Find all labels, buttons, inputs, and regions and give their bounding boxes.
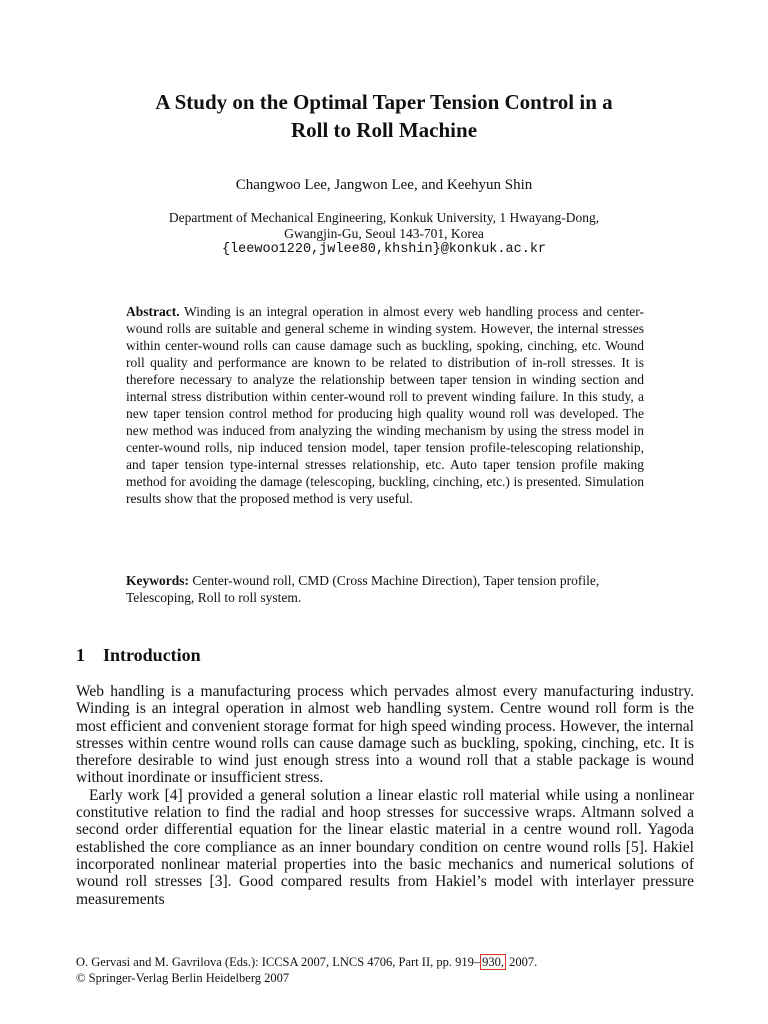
author-emails: {leewoo1220,jwlee80,khshin}@konkuk.ac.kr [221,242,547,257]
footer-copyright: © Springer-Verlag Berlin Heidelberg 2007 [76,971,290,985]
abstract [126,303,644,507]
title-line-2: Roll to Roll Machine [290,118,478,142]
body-text [76,683,694,908]
section-heading [76,644,696,666]
footer-citation-suffix: 2007. [506,955,538,969]
page-end-link[interactable]: 930, [482,955,505,969]
keywords-text: Center-wound roll, CMD (Cross Machine Direction), Taper tension profile, Telescoping, Roll to roll system. [126,573,600,605]
affiliation-line-2: Gwangjin-Gu, Seoul 143-701, Korea [284,226,484,241]
authors: Changwoo Lee, Jangwon Lee, and Keehyun Shin [235,177,533,193]
paper-title [0,88,768,144]
keywords-label: Keywords: [126,573,189,588]
paragraph-1: Web handling is a manufacturing process which pervades almost every manufacturing industry. Winding is an integral operation in almost web handling system. Centre wound roll form is the most efficient and convenient storage format for high speed winding process. However, the internal stresses within centre wound rolls can cause damage such as buckling, spoking, cinching, etc. It is therefore desirable to wind just enough stress into a wound roll that a stable package is wound without inordinate or insufficient stress. [76,683,694,787]
footer-citation-prefix: O. Gervasi and M. Gavrilova (Eds.): ICCSA 2007, LNCS 4706, Part II, pp. 919– [76,955,481,969]
footer [76,954,696,986]
paragraph-2: Early work [4] provided a general solution a linear elastic roll material while using a nonlinear constitutive relation to find the radial and hoop stresses for successive wraps. Altmann solved a second order differential equation for the linear elastic material in a centre wound roll. Yagoda established the core compliance as an inner boundary condition on centre wound rolls [5]. Hakiel incorporated nonlinear material properties into the basic mechanics and numerical solutions of wound roll stresses [3]. Good compared results from Hakiel’s model with interlayer pressure measurements [76,786,694,908]
abstract-text: Winding is an integral operation in almost every web handling process and center-wound rolls are suitable and general scheme in winding system. However, the internal stresses within center-wound rolls can cause damage such as buckling, spoking, cinching, etc. Wound roll quality and performance are known to be related to distribution of in-roll stresses. It is therefore necessary to analyze the relationship between taper tension in winding section and internal stress distribution within center-wound roll to prevent winding failure. In this study, a new taper tension control method for producing high quality wound roll was developed. The new method was induced from analyzing the winding mechanism by using the stress model in center-wound rolls, nip induced tension model, taper tension profile-telescoping relationship, and taper tension type-internal stresses relationship, etc. Auto taper tension profile making method for avoiding the damage (telescoping, buckling, cinching, etc.) is presented. Simulation results show that the proposed method is very useful. [126,304,644,506]
keywords [126,572,644,606]
title-line-1: A Study on the Optimal Taper Tension Control in a [155,90,613,114]
abstract-label: Abstract. [126,304,180,319]
affiliation [0,210,768,258]
section-number: 1 [76,645,85,665]
footer-citation [76,954,696,970]
affiliation-line-1: Department of Mechanical Engineering, Konkuk University, 1 Hwayang-Dong, [168,210,600,225]
section-title: Introduction [103,645,201,665]
